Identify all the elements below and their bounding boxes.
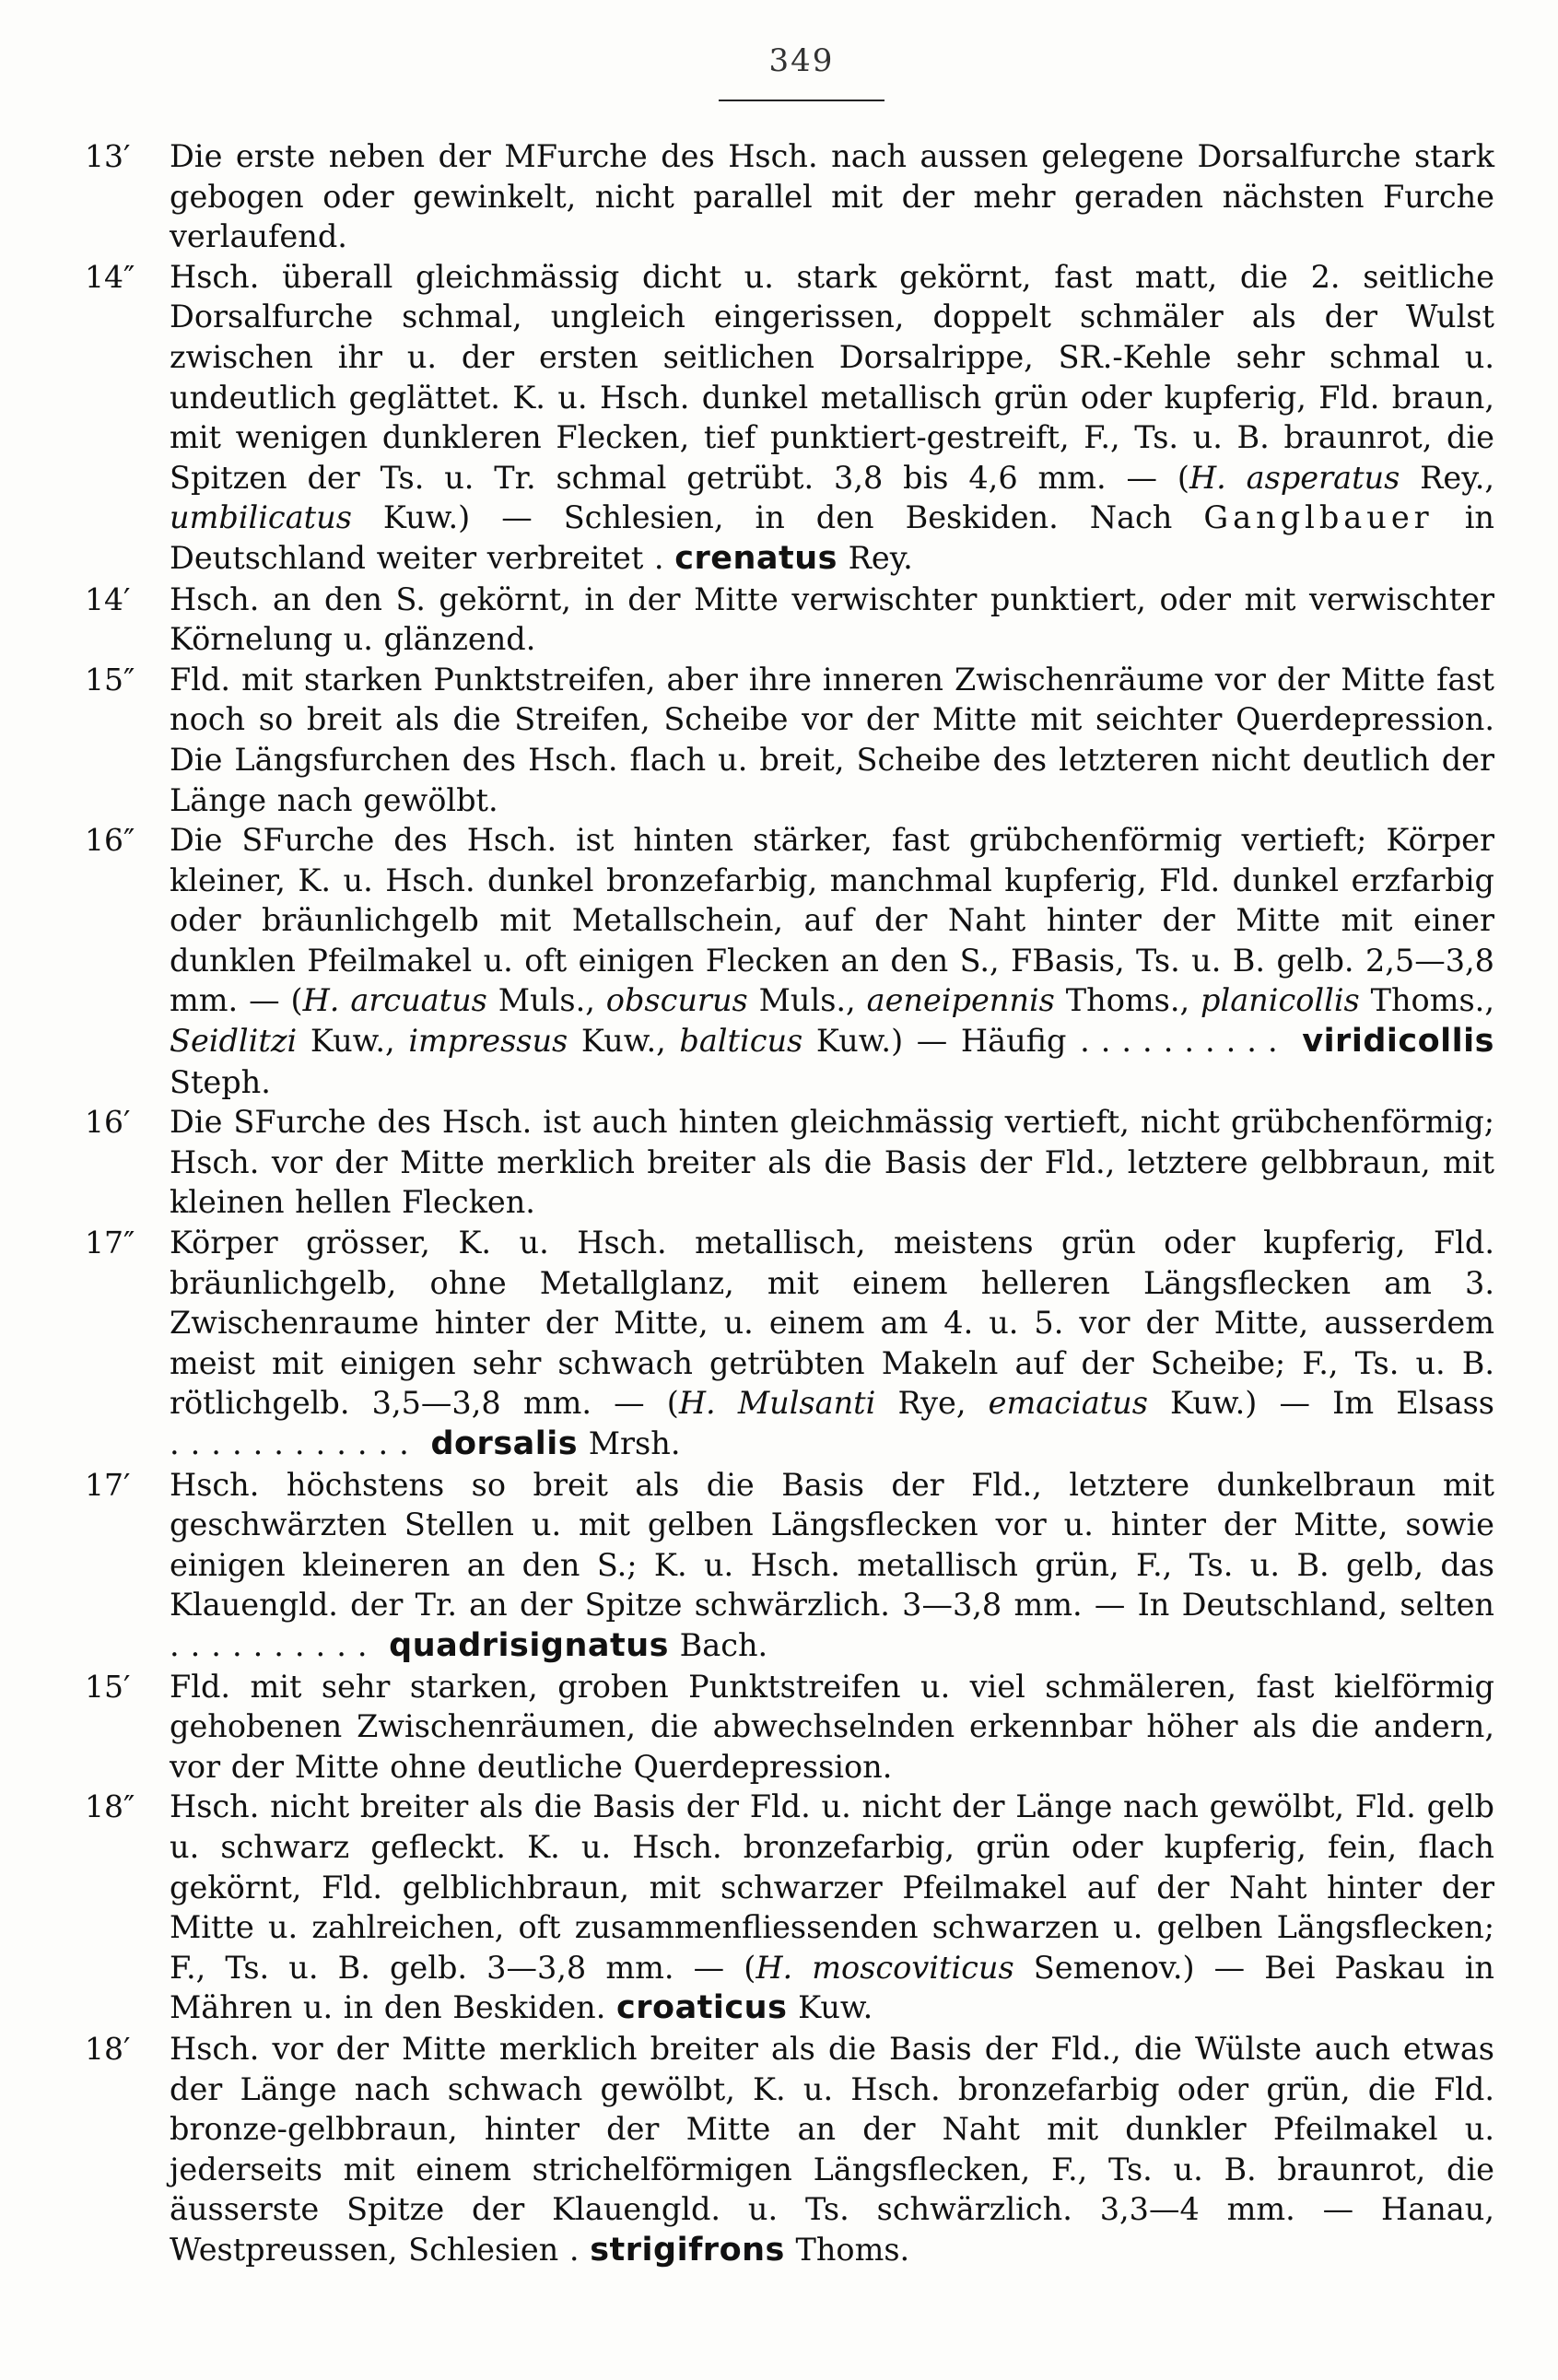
text-run: Die erste neben der MFurche des Hsch. nach aussen gelegene Dorsalfurche stark gebogen oder gewinkelt, nicht parallel mit der mehr geraden nächsten Furche verlaufend. [170,138,1494,255]
key-couplet [85,1787,1494,2029]
text-run: Körper grösser, K. u. Hsch. metallisch, meistens grün oder kupferig, Fld. bräunlichgelb, ohne Metallglanz, mit einem helleren Längsflecken am 3. Zwischenraume hinter der Mitte, u. einem am 4. u. 5. vor der Mitte, ausserdem meist mit einigen sehr schwach getrübten Makeln auf der Scheibe; F., Ts. u. B. rötlichgelb. 3,5—3,8 mm. — ( [170,1225,1494,1422]
synonym-name: H. asperatus [1189,459,1400,496]
text-run: Kuw.) — Häufig [802,1023,1081,1060]
species-name: dorsalis [430,1425,579,1462]
page-number: 349 [768,42,835,79]
text-run: Rye, [875,1385,989,1422]
key-couplet [85,660,1494,820]
key-couplet [85,820,1494,1102]
text-run: Hsch. überall gleichmässig dicht u. stark gekörnt, fast matt, die 2. seitliche Dorsalfurche schmal, ungleich eingerissen, doppelt schmäler als der Wulst zwischen ihr u. der ersten seitlichen Dorsalrippe, SR.-Kehle sehr schmal u. undeutlich geglättet. K. u. Hsch. dunkel metallisch grün oder kupferig, Fld. braun, mit wenigen dunkleren Flecken, tief punktiert-gestreift, F., Ts. u. B. braunrot, die Spitzen der Ts. u. Tr. schmal getrübt. 3,8 bis 4,6 mm. — ( [170,258,1494,496]
synonym-name: planicollis [1201,982,1360,1019]
couplet-number: 18′ [85,2030,131,2067]
synonym-name: umbilicatus [170,499,352,536]
identification-key [85,136,1494,2270]
text-run: Fld. mit starken Punktstreifen, aber ihre inneren Zwischenräume vor der Mitte fast noch so breit als die Streifen, Scheibe vor der Mitte mit seichter Querdepression. Die Längsfurchen des Hsch. flach u. breit, Scheibe des letzteren nicht deutlich der Länge nach gewölbt. [170,661,1494,818]
text-run: in Deutschland weiter verbreitet . [170,499,1494,576]
key-couplet [85,1465,1494,1667]
couplet-text [170,1223,1494,1465]
couplet-number: 16′ [85,1104,131,1141]
text-run [379,1627,390,1663]
couplet-text [170,1787,1494,2029]
synonym-name: H. arcuatus [302,982,487,1019]
couplet-number: 14″ [85,258,135,295]
synonym-name: H. Mulsanti [678,1385,876,1422]
leader-dots: .......... [1080,1023,1289,1060]
text-run: Die SFurche des Hsch. ist auch hinten gleichmässig vertieft, nicht grübchenförmig; Hsch. vor der Mitte merklich breiter als die Basis der Fld., letztere gelbbraun, mit kleinen hellen Flecken. [170,1104,1494,1221]
header-rule [719,100,884,101]
author-name: Ganglbauer [1203,499,1434,536]
species-name: viridicollis [1302,1023,1494,1061]
text-run: Kuw., [297,1023,409,1060]
text-run: Fld. mit sehr starken, groben Punktstreifen u. viel schmäleren, fast kielförmig gehobenen Zwischenräumen, die abwechselnden erkennbar höher als die andern, vor der Mitte ohne deutliche Querdepression. [170,1668,1494,1785]
text-run: Hsch. nicht breiter als die Basis der Fld. u. nicht der Länge nach gewölbt, Fld. gelb u. schwarz gefleckt. K. u. Hsch. bronzefarbig, grün oder kupferig, fein, flach gekörnt, Fld. gelblichbraun, mit schwarzer Pfeilmakel auf der Naht hinter der Mitte u. zahlreichen, oft zusammenfliessenden schwarzen u. gelben Längsflecken; F., Ts. u. B. gelb. 3—3,8 mm. — ( [170,1788,1494,1986]
key-couplet [85,1102,1494,1223]
text-run: Hsch. an den S. gekörnt, in der Mitte verwischter punktiert, oder mit verwischter Körnelung u. glänzend. [170,580,1494,658]
synonym-name: impressus [408,1023,568,1060]
text-run [1289,1023,1303,1059]
text-run: Mrsh. [578,1425,681,1461]
couplet-text [170,136,1494,257]
couplet-text [170,1667,1494,1788]
key-couplet [85,580,1494,660]
text-run: Die SFurche des Hsch. ist hinten stärker, fast grübchenförmig vertieft; Körper kleiner, K. u. Hsch. dunkel bronzefarbig, manchmal kupferig, Fld. dunkel erzfarbig oder bräunlichgelb mit Metallschein, auf der Naht hinter der Mitte mit einer dunklen Pfeilmakel u. oft einigen Flecken an den S., FBasis, Ts. u. B. gelb. 2,5—3,8 mm. — ( [170,822,1494,1019]
couplet-number: 13′ [85,138,131,174]
couplet-number: 15″ [85,661,135,698]
text-run: Hsch. vor der Mitte merklich breiter als die Basis der Fld., die Wülste auch etwas der Länge nach schwach gewölbt, K. u. Hsch. bronzefarbig oder grün, die Fld. bronze-gelbbraun, hinter der Mitte an der Naht mit dunkler Pfeilmakel u. jederseits mit einem strichelförmigen Längsflecken, F., Ts. u. B. braunrot, die äusserste Spitze der Klauengld. u. Ts. schwärzlich. 3,3—4 mm. — Hanau, Westpreussen, Schlesien . [170,2030,1494,2268]
couplet-text [170,2029,1494,2271]
leader-dots: .......... [170,1626,379,1663]
couplet-number: 17″ [85,1225,135,1261]
species-name: strigifrons [590,2231,785,2269]
key-couplet [85,136,1494,257]
couplet-text [170,1102,1494,1223]
text-run: Thoms. [784,2231,910,2268]
couplet-text [170,820,1494,1102]
text-run: Muls., [486,982,606,1019]
text-run: Rey. [838,539,913,576]
text-run: Hsch. höchstens so breit als die Basis der Fld., letztere dunkelbraun mit geschwärzten Stellen u. mit gelben Längsflecken vor u. hinter der Mitte, sowie einigen kleineren an den S.; K. u. Hsch. metallisch grün, F., Ts. u. B. gelb, das Klauengld. der Tr. an der Spitze schwärzlich. 3—3,8 mm. — In Deutschland, selten [170,1466,1494,1624]
key-couplet [85,1667,1494,1788]
leader-dots: ............ [170,1425,420,1461]
synonym-name: aeneipennis [866,982,1055,1019]
species-name: quadrisignatus [389,1626,669,1664]
couplet-text [170,660,1494,820]
couplet-number: 14′ [85,580,131,617]
synonym-name: balticus [679,1023,803,1060]
key-couplet [85,1223,1494,1465]
text-run: Bach. [668,1626,768,1663]
text-run: Rey., [1400,459,1494,496]
key-couplet [85,257,1494,580]
text-run: Thoms., [1359,982,1494,1019]
synonym-name: H. moscoviticus [756,1949,1014,1986]
text-run: Kuw., [568,1023,680,1060]
text-run [420,1425,431,1461]
text-run: Semenov.) — Bei Paskau in Mähren u. in den Beskiden. [170,1949,1494,2026]
text-run: Steph. [170,1063,271,1100]
text-run: Kuw. [787,1989,873,2026]
text-run: Kuw.) — Im Elsass [1147,1385,1494,1422]
couplet-number: 17′ [85,1466,131,1503]
couplet-number: 15′ [85,1668,131,1705]
couplet-text [170,580,1494,660]
couplet-text [170,1465,1494,1667]
text-run: Thoms., [1054,982,1201,1019]
species-name: croaticus [616,1989,788,2027]
text-run: Muls., [747,982,867,1019]
synonym-name: obscurus [605,982,748,1019]
synonym-name: Seidlitzi [170,1023,298,1060]
species-name: crenatus [674,539,838,577]
synonym-name: emaciatus [988,1385,1148,1422]
couplet-number: 16″ [85,822,135,859]
couplet-number: 18″ [85,1788,135,1825]
key-couplet [85,2029,1494,2271]
text-run: Kuw.) — Schlesien, in den Beskiden. Nach [351,499,1204,536]
couplet-text [170,257,1494,580]
